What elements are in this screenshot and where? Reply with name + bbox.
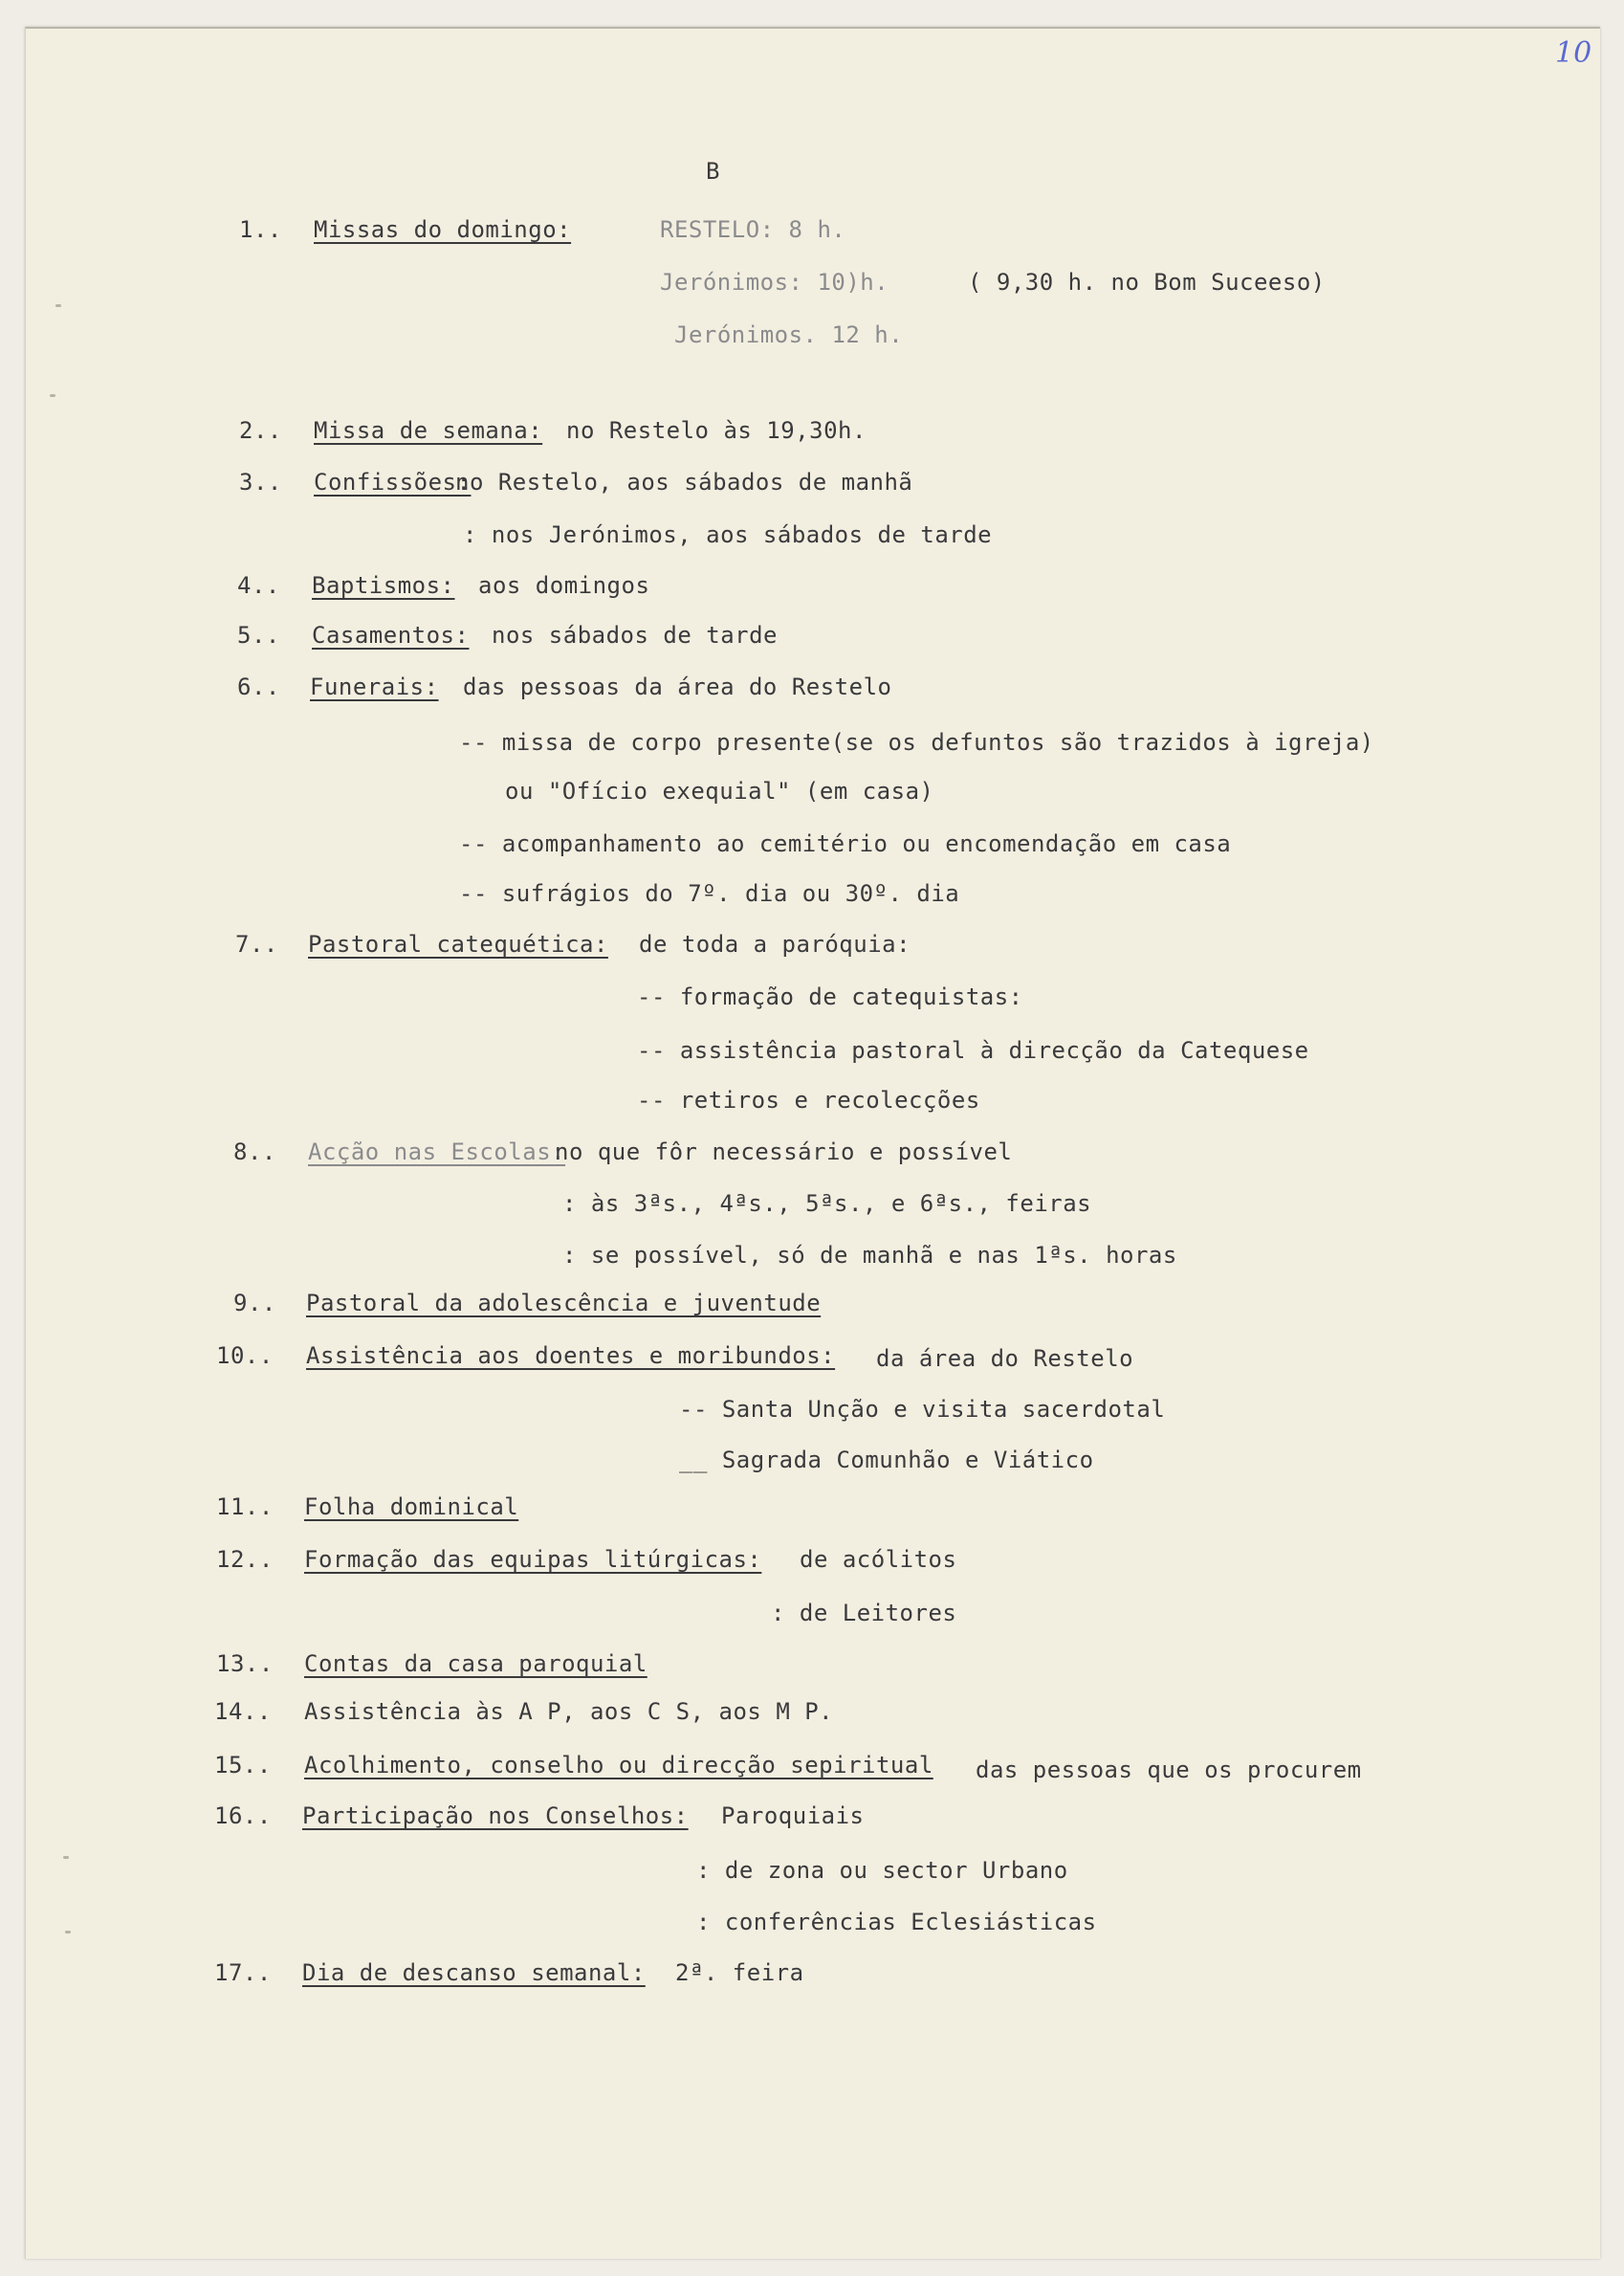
item-text: -- acompanhamento ao cemitério ou encomendação em casa	[459, 830, 1232, 857]
paper-speck	[55, 304, 61, 307]
item-heading: Contas da casa paroquial	[304, 1650, 647, 1677]
item-heading: Participação nos Conselhos:	[302, 1802, 689, 1829]
item-number: 16..	[214, 1802, 272, 1829]
item-text: ( 9,30 h. no Bom Suceeso)	[968, 269, 1326, 296]
item-heading: Folha dominical	[304, 1493, 519, 1520]
item-text: : se possível, só de manhã e nas 1ªs. horas	[562, 1242, 1177, 1269]
item-heading: Missa de semana:	[314, 417, 543, 444]
item-text: de acólitos	[800, 1546, 957, 1573]
paper-speck	[65, 1931, 71, 1933]
item-heading: Baptismos:	[312, 572, 455, 599]
item-number: 2..	[239, 417, 282, 444]
item-text: das pessoas que os procurem	[976, 1757, 1362, 1783]
item-number: 3..	[239, 469, 282, 496]
item-heading: Acolhimento, conselho ou direcção sepiritual	[304, 1752, 933, 1779]
item-heading: Dia de descanso semanal:	[302, 1959, 646, 1986]
item-text: ou "Ofício exequial" (em casa)	[505, 778, 934, 805]
item-number: 6..	[237, 674, 280, 700]
item-number: 10..	[216, 1342, 274, 1369]
item-number: 12..	[216, 1546, 274, 1573]
item-text: 2ª. feira	[675, 1959, 804, 1986]
item-heading: Assistência aos doentes e moribundos:	[306, 1342, 836, 1369]
page-number: 10	[1555, 36, 1592, 70]
item-text: -- sufrágios do 7º. dia ou 30º. dia	[459, 880, 960, 907]
item-text: RESTELO: 8 h.	[660, 216, 846, 243]
paper-speck	[63, 1856, 69, 1859]
item-heading: Pastoral catequética:	[308, 931, 608, 958]
item-text: : de Leitores	[771, 1600, 957, 1626]
item-text: de toda a paróquia:	[639, 931, 911, 958]
item-text: Paroquiais	[721, 1802, 865, 1829]
item-heading: Pastoral da adolescência e juventude	[306, 1290, 822, 1316]
item-heading: Acção nas Escolas:	[308, 1138, 566, 1165]
item-text: -- formação de catequistas:	[637, 983, 1023, 1010]
item-number: 9..	[233, 1290, 276, 1316]
section-letter: B	[706, 158, 720, 185]
item-text: das pessoas da área do Restelo	[463, 674, 892, 700]
item-text: : conferências Eclesiásticas	[696, 1909, 1097, 1935]
paper-speck	[50, 394, 55, 397]
item-heading: Confissões:	[314, 469, 472, 496]
item-text: nos sábados de tarde	[492, 622, 778, 649]
item-text: -- missa de corpo presente(se os defuntos são trazidos à igreja)	[459, 729, 1374, 756]
item-text: Jerónimos: 10)h.	[660, 269, 889, 296]
item-text: -- retiros e recolecções	[637, 1087, 980, 1114]
item-text: no Restelo, aos sábados de manhã	[455, 469, 913, 496]
item-text: da área do Restelo	[876, 1345, 1134, 1372]
item-heading: Funerais:	[310, 674, 439, 700]
item-text: -- Santa Unção e visita sacerdotal	[679, 1396, 1166, 1423]
item-text: : nos Jerónimos, aos sábados de tarde	[463, 521, 993, 548]
item-number: 13..	[216, 1650, 274, 1677]
item-number: 17..	[214, 1959, 272, 1986]
item-number: 15..	[214, 1752, 272, 1779]
item-text: -- assistência pastoral à direcção da Catequese	[637, 1037, 1309, 1064]
item-heading: Casamentos:	[312, 622, 470, 649]
item-text: no Restelo às 19,30h.	[566, 417, 867, 444]
item-heading: Formação das equipas litúrgicas:	[304, 1546, 762, 1573]
item-heading: Missas do domingo:	[314, 216, 572, 243]
item-number: 14..	[214, 1698, 272, 1725]
item-number: 11..	[216, 1493, 274, 1520]
item-number: 4..	[237, 572, 280, 599]
item-text: no que fôr necessário e possível	[555, 1138, 1013, 1165]
item-text: Assistência às A P, aos C S, aos M P.	[304, 1698, 834, 1725]
item-number: 5..	[237, 622, 280, 649]
item-text: Jerónimos. 12 h.	[674, 321, 904, 348]
item-text: : de zona ou sector Urbano	[696, 1857, 1068, 1884]
item-number: 7..	[235, 931, 278, 958]
item-text: aos domingos	[478, 572, 650, 599]
item-text: : às 3ªs., 4ªs., 5ªs., e 6ªs., feiras	[562, 1190, 1092, 1217]
item-number: 8..	[233, 1138, 276, 1165]
item-number: 1..	[239, 216, 282, 243]
item-text: __ Sagrada Comunhão e Viático	[679, 1447, 1094, 1473]
